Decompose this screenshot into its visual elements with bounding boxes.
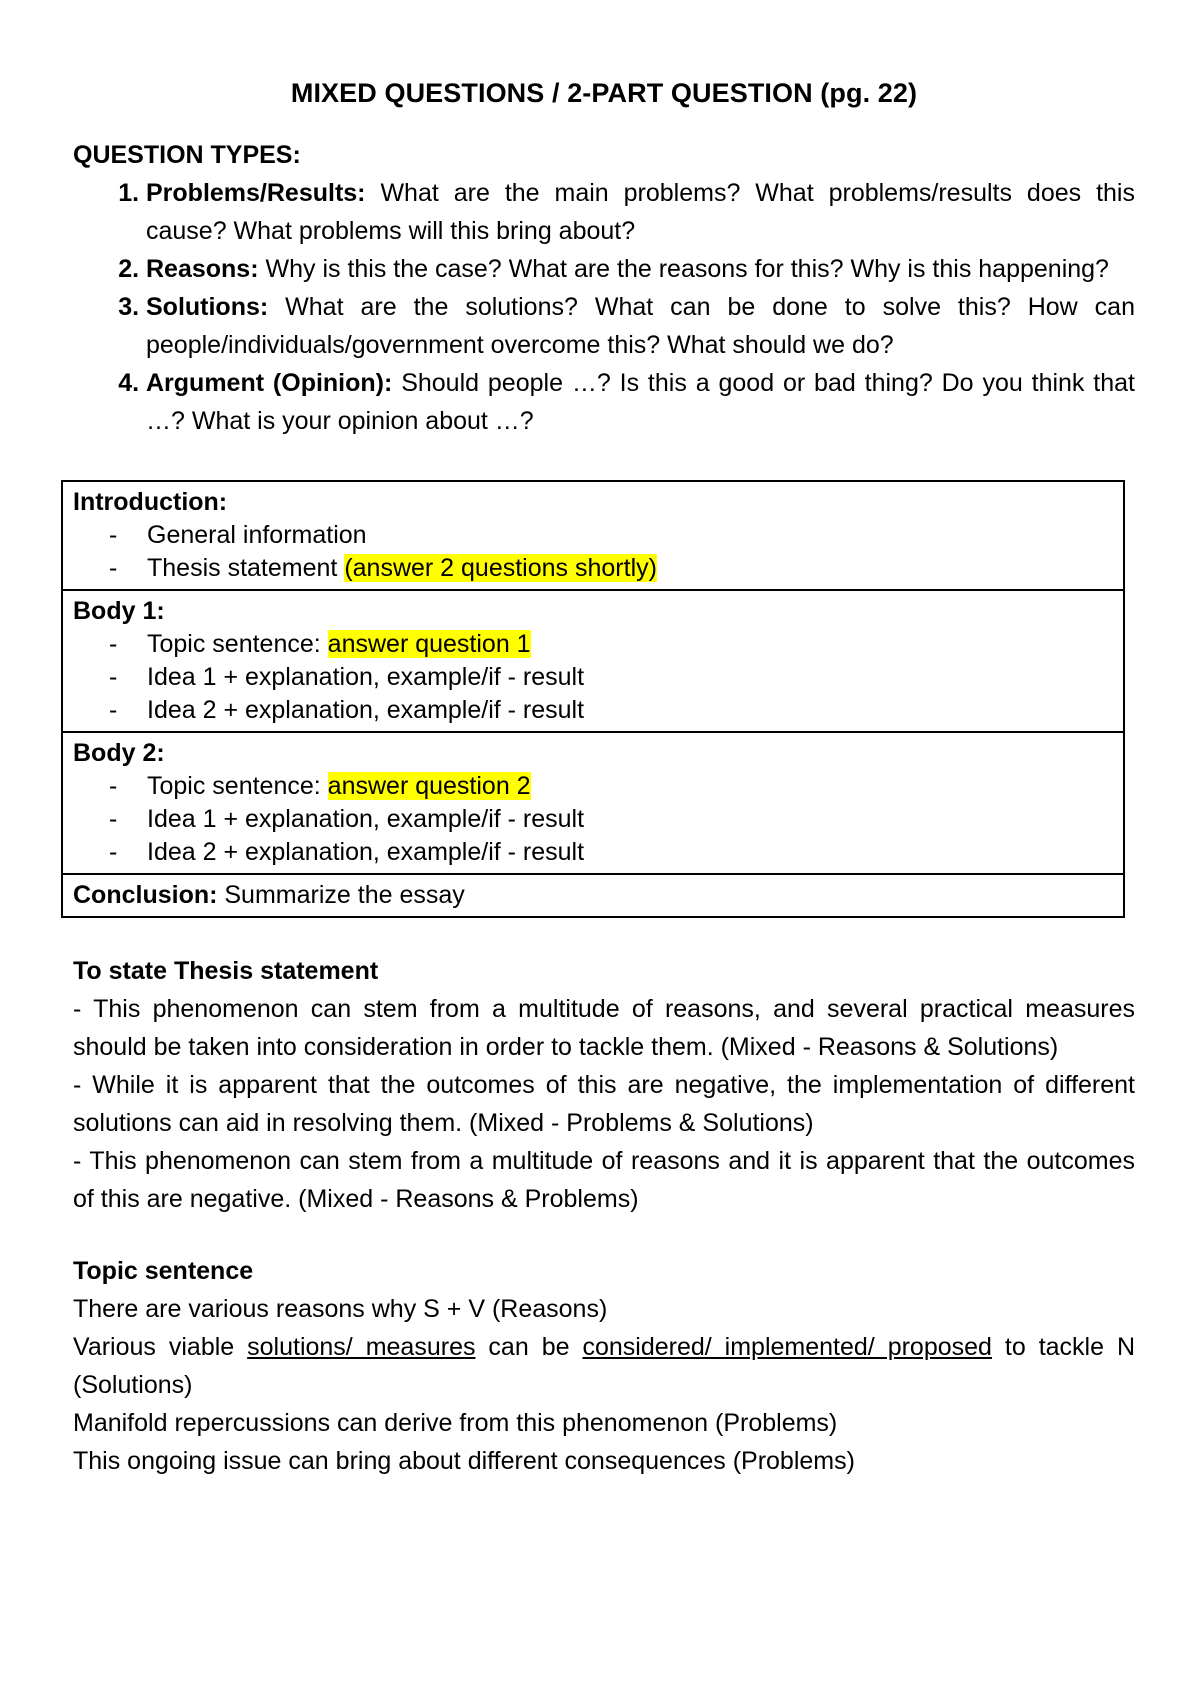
question-type-item — [146, 364, 1135, 440]
essay-outline-table — [61, 480, 1125, 918]
outline-row-conclusion — [62, 874, 1124, 917]
body-2-list — [73, 770, 1113, 869]
outline-cell — [62, 732, 1124, 874]
highlighted-text: answer question 1 — [327, 630, 531, 658]
list-item: - Idea 1 + explanation, example/if - result — [109, 803, 1113, 836]
list-item — [109, 628, 1113, 661]
thesis-line: - This phenomenon can stem from a multitude of reasons and it is apparent that the outcomes of this are negative. (Mixed - Reasons & Problems) — [73, 1147, 1135, 1213]
list-item — [109, 552, 1113, 585]
thesis-section — [73, 952, 1135, 1218]
page-title: MIXED QUESTIONS / 2-PART QUESTION (pg. 22) — [290, 78, 918, 108]
underlined-text: solutions/ measures — [247, 1333, 476, 1361]
list-item: - Idea 2 + explanation, example/if - result — [109, 694, 1113, 727]
topic-sentence-heading: Topic sentence — [73, 1257, 254, 1285]
question-type-item — [146, 250, 1135, 288]
question-type-label: Argument (Opinion): — [146, 369, 393, 397]
question-type-label: Solutions: — [146, 293, 269, 321]
list-item: - Idea 2 + explanation, example/if - result — [109, 836, 1113, 869]
thesis-line: - While it is apparent that the outcomes of this are negative, the implementation of different solutions can aid in resolving them. (Mixed - Problems & Solutions) — [73, 1071, 1135, 1137]
topic-sentence-section — [73, 1252, 1135, 1480]
text-part: Various viable — [73, 1333, 248, 1361]
question-types-section — [73, 136, 1135, 440]
list-item — [109, 770, 1113, 803]
topic-sentence-line — [73, 1328, 1135, 1404]
outline-cell — [62, 590, 1124, 732]
question-type-item — [146, 288, 1135, 364]
body-1-title: Body 1: — [73, 597, 165, 625]
conclusion-title: Conclusion: — [73, 881, 218, 909]
question-type-item — [146, 174, 1135, 250]
highlighted-text: answer question 2 — [327, 772, 531, 800]
thesis-label: Thesis statement — [147, 554, 345, 582]
document-page — [73, 68, 1135, 1480]
thesis-line: - This phenomenon can stem from a multitude of reasons, and several practical measures should be taken into consideration in order to tackle them. (Mixed - Reasons & Solutions) — [73, 995, 1135, 1061]
outline-cell — [62, 481, 1124, 590]
highlighted-text: (answer 2 questions shortly) — [344, 554, 657, 582]
question-type-text: What are the solutions? What can be done to solve this? How can people/individuals/government overcome this? What should we do? — [146, 293, 1135, 359]
list-item: - Idea 1 + explanation, example/if - result — [109, 661, 1113, 694]
introduction-list — [73, 519, 1113, 585]
underlined-text: considered/ implemented/ proposed — [582, 1333, 992, 1361]
conclusion-text: Summarize the essay — [217, 881, 465, 909]
topic-sentence-line: This ongoing issue can bring about different consequences (Problems) — [73, 1447, 855, 1475]
outline-row-body-2 — [62, 732, 1124, 874]
text-part: can be — [475, 1333, 583, 1361]
question-types-heading: QUESTION TYPES: — [73, 141, 301, 169]
body-2-title: Body 2: — [73, 739, 165, 767]
thesis-heading: To state Thesis statement — [73, 957, 379, 985]
body-1-list — [73, 628, 1113, 727]
question-type-label: Reasons: — [146, 255, 259, 283]
question-type-text: What are the main problems? What problems/results does this cause? What problems will this bring about? — [146, 179, 1135, 245]
topic-sentence-line: There are various reasons why S + V (Reasons) — [73, 1295, 608, 1323]
question-type-text: Should people …? Is this a good or bad thing? Do you think that …? What is your opinion about …? — [146, 369, 1135, 435]
topic-label: Topic sentence: — [147, 772, 328, 800]
topic-label: Topic sentence: — [147, 630, 328, 658]
text-part: to tackle N (Solutions) — [73, 1333, 1136, 1399]
question-types-list — [73, 174, 1135, 440]
topic-sentence-line: Manifold repercussions can derive from this phenomenon (Problems) — [73, 1409, 838, 1437]
outline-row-body-1 — [62, 590, 1124, 732]
list-item: - General information — [109, 519, 1113, 552]
question-type-text: Why is this the case? What are the reasons for this? Why is this happening? — [258, 255, 1109, 283]
outline-cell — [62, 874, 1124, 917]
question-type-label: Problems/Results: — [146, 179, 366, 207]
introduction-title: Introduction: — [73, 488, 228, 516]
outline-row-introduction — [62, 481, 1124, 590]
